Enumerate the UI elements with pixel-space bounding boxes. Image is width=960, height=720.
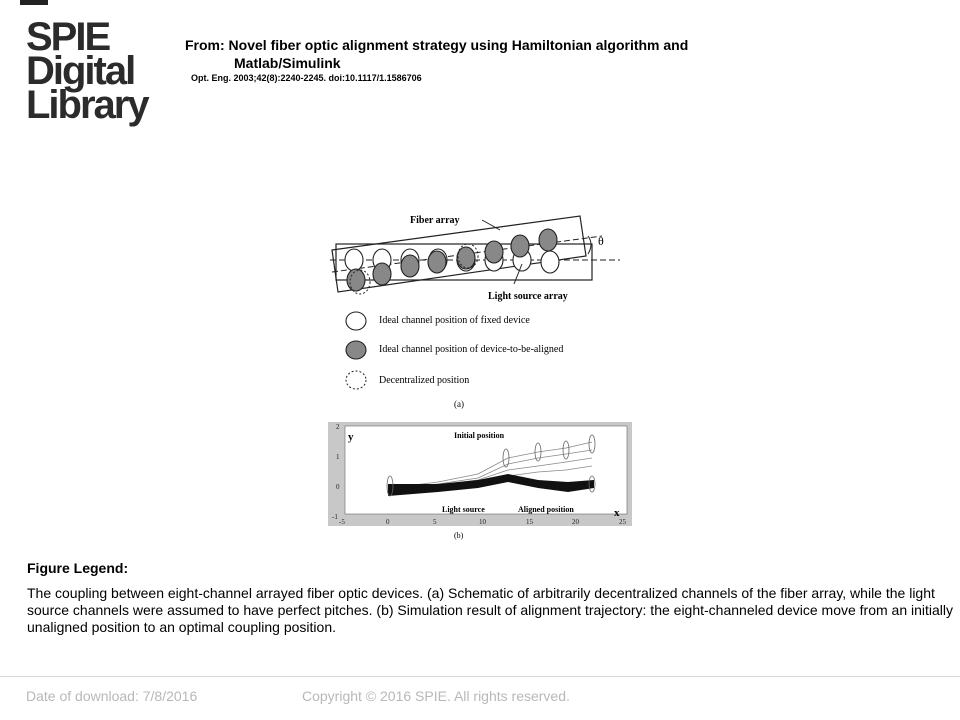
aligned-position-label: Aligned position <box>518 505 574 514</box>
citation: Opt. Eng. 2003;42(8):2240-2245. doi:10.1117/1.1586706 <box>191 73 422 83</box>
logo-line-2: Digital <box>26 49 135 93</box>
article-title <box>185 36 825 72</box>
light-source-array-label: Light source array <box>488 291 568 302</box>
legend-decentralized-label: Decentralized position <box>379 375 470 386</box>
footer-divider <box>0 676 960 677</box>
y-axis-label: y <box>348 431 354 443</box>
figure-a-schematic <box>322 208 638 414</box>
x-tick-0: 0 <box>386 518 390 526</box>
legend-aligned-marker <box>346 341 366 359</box>
spie-digital-library-logo <box>26 15 150 127</box>
copyright-notice: Copyright © 2016 SPIE. All rights reserved. <box>302 688 570 704</box>
fiber-array-label: Fiber array <box>410 215 460 226</box>
download-date: Date of download: 7/8/2016 <box>26 688 198 704</box>
x-tick-20: 20 <box>572 518 579 526</box>
figure-a-caption: (a) <box>454 399 464 409</box>
corner-tab <box>20 0 48 5</box>
figure-legend-text: The coupling between eight-channel arrayed fiber optic devices. (a) Schematic of arbitrarily decentralized channels of the fiber array, while the light source channels were assumed to have perfect pitches. (b) Simulation result of alignment trajectory: the eight-channeled device move from an initially unaligned position to an optimal coupling position. <box>27 585 954 635</box>
legend-fixed-marker <box>346 312 366 330</box>
x-tick-15: 15 <box>526 518 533 526</box>
light-source-label: Light source <box>442 505 485 514</box>
legend-decentralized-marker <box>346 371 366 389</box>
y-tick-0: 0 <box>336 483 340 491</box>
x-tick-10: 10 <box>479 518 486 526</box>
initial-position-label: Initial position <box>454 431 505 440</box>
title-line-1: From: Novel fiber optic alignment strategy using Hamiltonian algorithm and <box>185 37 689 53</box>
legend-fixed-label: Ideal channel position of fixed device <box>379 315 530 326</box>
x-tick-neg5: -5 <box>339 518 345 526</box>
y-tick-2: 2 <box>336 423 340 431</box>
legend-aligned-label: Ideal channel position of device-to-be-aligned <box>379 344 564 355</box>
x-tick-25: 25 <box>619 518 626 526</box>
figure-legend-heading: Figure Legend: <box>27 560 129 576</box>
x-axis-label: x <box>614 507 620 519</box>
theta-label: θ <box>598 234 604 248</box>
y-tick-neg1: -1 <box>332 513 338 521</box>
logo-line-1: SPIE <box>26 15 110 59</box>
figure-b-trajectory <box>328 422 632 540</box>
y-tick-1: 1 <box>336 453 340 461</box>
title-line-2: Matlab/Simulink <box>234 55 341 71</box>
figure-b-caption: (b) <box>454 531 464 540</box>
x-tick-5: 5 <box>433 518 437 526</box>
logo-line-3: Library <box>26 83 148 127</box>
